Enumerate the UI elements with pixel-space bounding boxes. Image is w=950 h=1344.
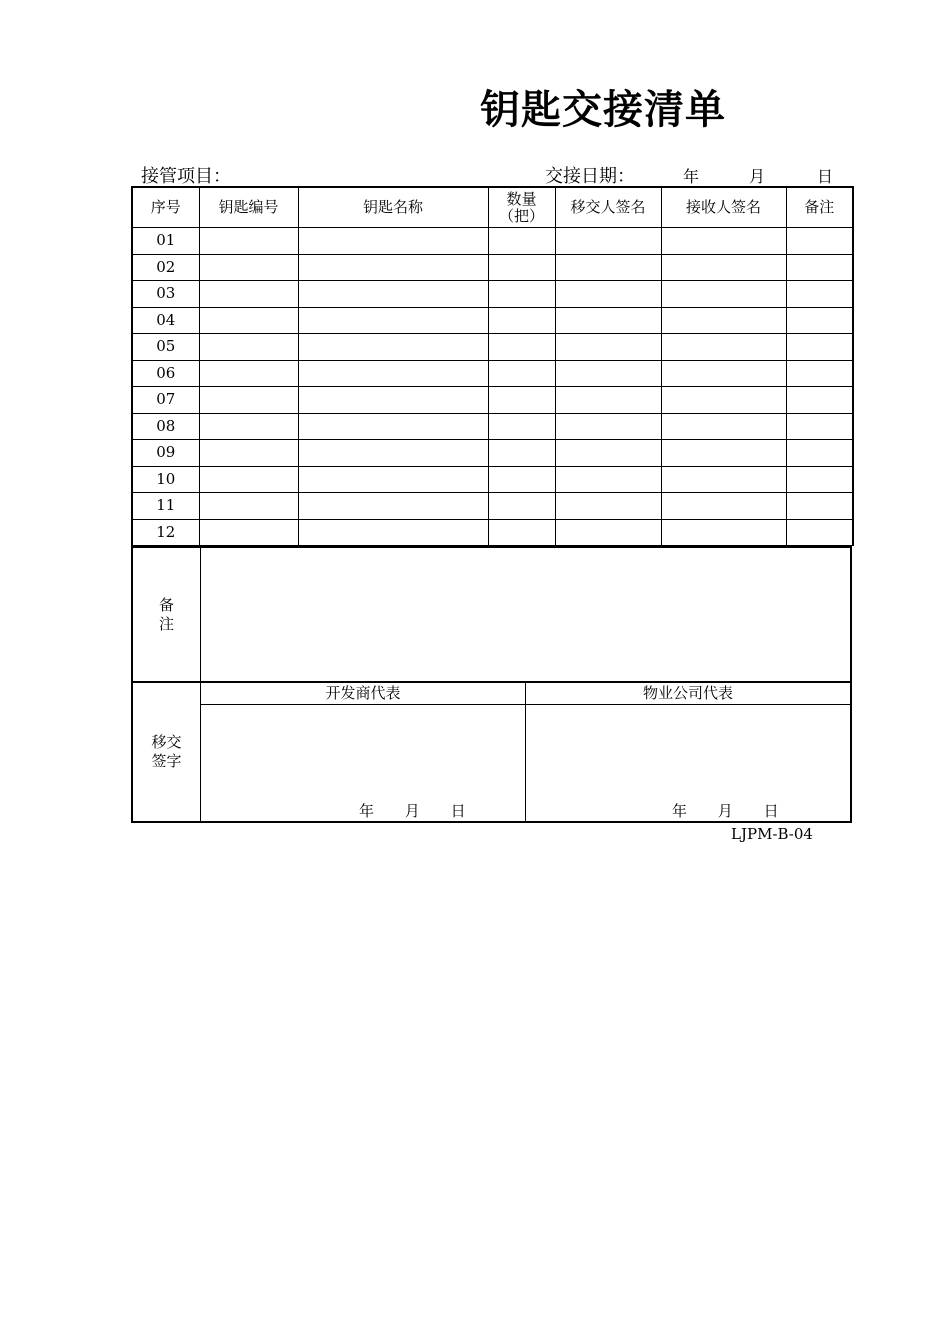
remarks-label (133, 548, 201, 681)
key-table (131, 186, 854, 546)
receiver-signature-cell[interactable] (661, 493, 786, 520)
receiver-signature-cell[interactable] (661, 387, 786, 414)
key-number-cell[interactable] (199, 254, 298, 281)
property-column (525, 683, 850, 821)
table-row (132, 307, 853, 334)
receiver-signature-cell[interactable] (661, 519, 786, 546)
handover-signature-cell[interactable] (555, 413, 661, 440)
row-index: 10 (132, 466, 199, 493)
key-name-cell[interactable] (298, 493, 488, 520)
row-index: 01 (132, 228, 199, 255)
table-row (132, 334, 853, 361)
handover-signature-cell[interactable] (555, 307, 661, 334)
table-row (132, 281, 853, 308)
key-number-cell[interactable] (199, 466, 298, 493)
developer-sign-date (359, 800, 466, 821)
remarks-cell[interactable] (786, 387, 853, 414)
signature-label (133, 683, 201, 821)
receiver-signature-cell[interactable] (661, 466, 786, 493)
key-name-cell[interactable] (298, 413, 488, 440)
quantity-label: 数量 (506, 189, 537, 208)
date-year: 年 (683, 167, 700, 186)
handover-signature-cell[interactable] (555, 334, 661, 361)
signature-label-line1: 移交 (151, 733, 182, 751)
table-header-row (132, 187, 853, 228)
key-number-cell[interactable] (199, 519, 298, 546)
property-date-day: 日 (763, 802, 779, 820)
key-name-cell[interactable] (298, 466, 488, 493)
remarks-label-line1: 备 (158, 595, 174, 614)
key-handover-form (131, 186, 852, 823)
key-name-cell[interactable] (298, 281, 488, 308)
key-number-cell[interactable] (199, 281, 298, 308)
col-header-key-name: 钥匙名称 (298, 187, 488, 228)
key-number-cell[interactable] (199, 334, 298, 361)
receiver-signature-cell[interactable] (661, 440, 786, 467)
table-row (132, 387, 853, 414)
key-name-cell[interactable] (298, 228, 488, 255)
key-number-cell[interactable] (199, 493, 298, 520)
document-code: LJPM-B-04 (731, 825, 813, 843)
remarks-cell[interactable] (786, 413, 853, 440)
remarks-cell[interactable] (786, 493, 853, 520)
date-day: 日 (817, 167, 834, 186)
row-index: 08 (132, 413, 199, 440)
table-row (132, 254, 853, 281)
property-company-representative-label: 物业公司代表 (526, 683, 850, 705)
developer-date-year: 年 (359, 802, 375, 820)
handover-signature-cell[interactable] (555, 360, 661, 387)
row-index: 09 (132, 440, 199, 467)
remarks-cell[interactable] (786, 254, 853, 281)
row-index: 11 (132, 493, 199, 520)
remarks-area[interactable] (201, 548, 850, 681)
remarks-section (131, 546, 852, 683)
handover-signature-cell[interactable] (555, 493, 661, 520)
quantity-cell[interactable] (488, 413, 555, 440)
remarks-cell[interactable] (786, 519, 853, 546)
row-index: 05 (132, 334, 199, 361)
row-index: 03 (132, 281, 199, 308)
table-row (132, 466, 853, 493)
quantity-cell[interactable] (488, 334, 555, 361)
quantity-cell[interactable] (488, 466, 555, 493)
receiver-signature-cell[interactable] (661, 334, 786, 361)
col-header-remarks: 备注 (786, 187, 853, 228)
developer-signature-area[interactable] (201, 705, 525, 821)
key-number-cell[interactable] (199, 440, 298, 467)
key-number-cell[interactable] (199, 228, 298, 255)
signature-section (131, 683, 852, 823)
quantity-cell[interactable] (488, 440, 555, 467)
col-header-receiver-signature: 接收人签名 (661, 187, 786, 228)
key-name-cell[interactable] (298, 307, 488, 334)
key-number-cell[interactable] (199, 413, 298, 440)
col-header-quantity (488, 187, 555, 228)
table-row (132, 413, 853, 440)
property-date-month: 月 (717, 802, 733, 820)
quantity-cell[interactable] (488, 307, 555, 334)
quantity-cell[interactable] (488, 360, 555, 387)
col-header-key-number: 钥匙编号 (199, 187, 298, 228)
remarks-cell[interactable] (786, 440, 853, 467)
project-label: 接管项目： (141, 166, 231, 187)
remarks-cell[interactable] (786, 334, 853, 361)
key-name-cell[interactable] (298, 440, 488, 467)
receiver-signature-cell[interactable] (661, 307, 786, 334)
property-sign-date (672, 800, 779, 821)
quantity-cell[interactable] (488, 519, 555, 546)
page-title: 钥匙交接清单 (480, 87, 726, 133)
receiver-signature-cell[interactable] (661, 228, 786, 255)
developer-date-month: 月 (404, 802, 420, 820)
developer-representative-label: 开发商代表 (201, 683, 525, 705)
receiver-signature-cell[interactable] (661, 281, 786, 308)
handover-signature-cell[interactable] (555, 519, 661, 546)
table-row (132, 228, 853, 255)
quantity-cell[interactable] (488, 228, 555, 255)
remarks-cell[interactable] (786, 466, 853, 493)
handover-signature-cell[interactable] (555, 254, 661, 281)
row-index: 04 (132, 307, 199, 334)
quantity-unit: （把） (498, 206, 544, 225)
date-month: 月 (749, 167, 766, 186)
handover-signature-cell[interactable] (555, 228, 661, 255)
handover-signature-cell[interactable] (555, 440, 661, 467)
table-row (132, 493, 853, 520)
row-index: 02 (132, 254, 199, 281)
table-row (132, 440, 853, 467)
table-row (132, 360, 853, 387)
remarks-cell[interactable] (786, 281, 853, 308)
key-name-cell[interactable] (298, 387, 488, 414)
receiver-signature-cell[interactable] (661, 413, 786, 440)
col-header-index: 序号 (132, 187, 199, 228)
row-index: 06 (132, 360, 199, 387)
table-row (132, 519, 853, 546)
remarks-cell[interactable] (786, 228, 853, 255)
key-name-cell[interactable] (298, 519, 488, 546)
developer-column (201, 683, 525, 821)
quantity-cell[interactable] (488, 387, 555, 414)
remarks-cell[interactable] (786, 307, 853, 334)
quantity-cell[interactable] (488, 493, 555, 520)
row-index: 07 (132, 387, 199, 414)
key-name-cell[interactable] (298, 254, 488, 281)
receiver-signature-cell[interactable] (661, 360, 786, 387)
property-signature-area[interactable] (526, 705, 850, 821)
receiver-signature-cell[interactable] (661, 254, 786, 281)
handover-date-label (545, 162, 834, 188)
remarks-label-line2: 注 (158, 614, 174, 633)
property-date-year: 年 (672, 802, 688, 820)
developer-date-day: 日 (450, 802, 466, 820)
handover-signature-cell[interactable] (555, 387, 661, 414)
handover-signature-cell[interactable] (555, 281, 661, 308)
signature-label-line2: 签字 (151, 752, 182, 770)
key-number-cell[interactable] (199, 307, 298, 334)
quantity-cell[interactable] (488, 281, 555, 308)
key-name-cell[interactable] (298, 334, 488, 361)
key-name-cell[interactable] (298, 360, 488, 387)
handover-signature-cell[interactable] (555, 466, 661, 493)
date-label-text: 交接日期： (545, 166, 635, 187)
remarks-cell[interactable] (786, 360, 853, 387)
key-number-cell[interactable] (199, 387, 298, 414)
col-header-handover-signature: 移交人签名 (555, 187, 661, 228)
key-number-cell[interactable] (199, 360, 298, 387)
quantity-cell[interactable] (488, 254, 555, 281)
row-index: 12 (132, 519, 199, 546)
